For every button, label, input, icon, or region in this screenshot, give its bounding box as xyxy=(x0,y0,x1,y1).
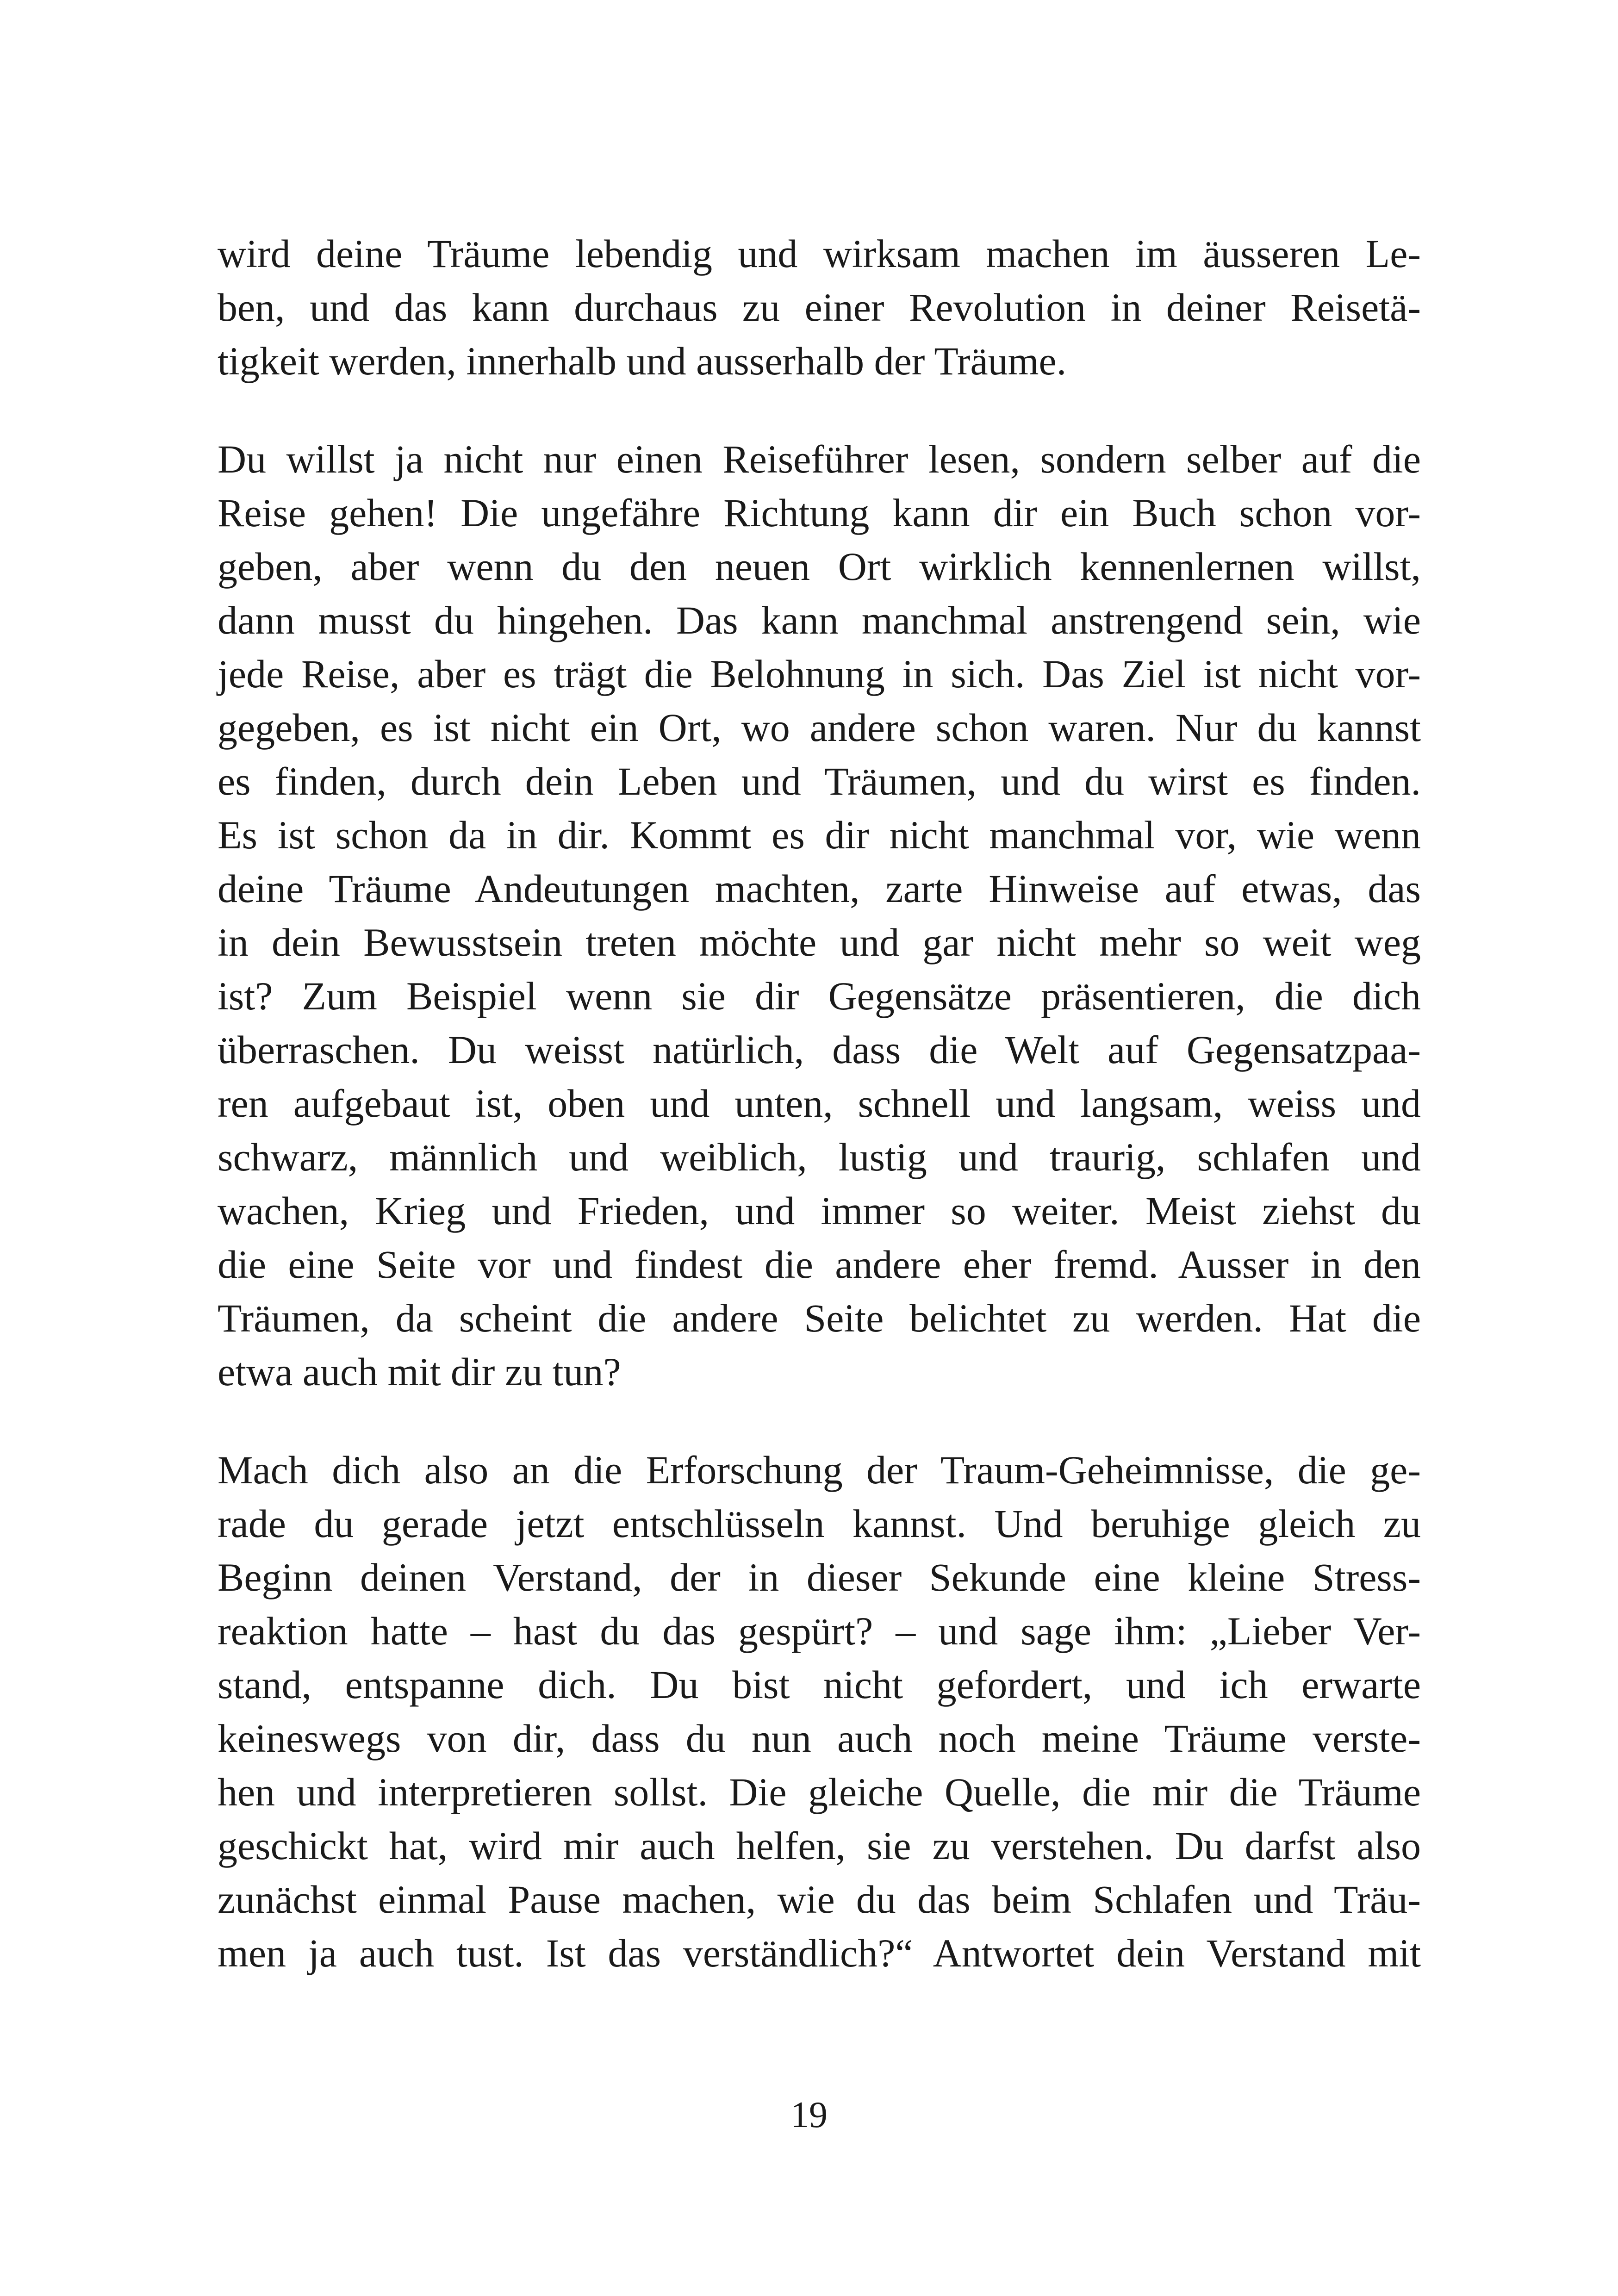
text-line: geschickt hat, wird mir auch helfen, sie zu verstehen. Du darfst also xyxy=(218,1823,1421,1868)
text-line: dann musst du hingehen. Das kann manchmal anstrengend sein, wie xyxy=(218,598,1421,642)
text-line: ist? Zum Beispiel wenn sie dir Gegensätze präsentieren, die dich xyxy=(218,974,1421,1018)
text-line: überraschen. Du weisst natürlich, dass die Welt auf Gegensatzpaa- xyxy=(218,1027,1421,1072)
text-line: die eine Seite vor und findest die andere eher fremd. Ausser in den xyxy=(218,1242,1421,1287)
text-line: wird deine Träume lebendig und wirksam machen im äusseren Le- xyxy=(218,231,1421,276)
text-line: schwarz, männlich und weiblich, lustig und traurig, schlafen und xyxy=(218,1135,1421,1179)
text-line: men ja auch tust. Ist das verständlich?“ Antwortet dein Verstand mit xyxy=(218,1931,1421,1975)
text-line: geben, aber wenn du den neuen Ort wirklich kennenlernen willst, xyxy=(218,544,1421,589)
text-line: in dein Bewusstsein treten möchte und gar nicht mehr so weit weg xyxy=(218,920,1421,964)
text-line: zunächst einmal Pause machen, wie du das beim Schlafen und Träu- xyxy=(218,1877,1421,1922)
text-line: Reise gehen! Die ungefähre Richtung kann dir ein Buch schon vor- xyxy=(218,491,1421,535)
text-line: keineswegs von dir, dass du nun auch noch meine Träume verste- xyxy=(218,1716,1421,1761)
text-line: reaktion hatte – hast du das gespürt? – und sage ihm: „Lieber Ver- xyxy=(218,1609,1421,1653)
text-line: ren aufgebaut ist, oben und unten, schnell und langsam, weiss und xyxy=(218,1081,1421,1126)
text-line: es finden, durch dein Leben und Träumen, und du wirst es finden. xyxy=(218,759,1421,803)
text-line: jede Reise, aber es trägt die Belohnung in sich. Das Ziel ist nicht vor- xyxy=(218,652,1421,696)
text-line: stand, entspanne dich. Du bist nicht gefordert, und ich erwarte xyxy=(218,1662,1421,1707)
text-line: Beginn deinen Verstand, der in dieser Sekunde eine kleine Stress- xyxy=(218,1555,1421,1599)
text-line: rade du gerade jetzt entschlüsseln kannst. Und beruhige gleich zu xyxy=(218,1501,1421,1546)
text-line: wachen, Krieg und Frieden, und immer so weiter. Meist ziehst du xyxy=(218,1188,1421,1233)
paragraph-2 xyxy=(218,432,1421,1399)
text-line: Es ist schon da in dir. Kommt es dir nicht manchmal vor, wie wenn xyxy=(218,813,1421,857)
text-line: hen und interpretieren sollst. Die gleiche Quelle, die mir die Träume xyxy=(218,1770,1421,1814)
paragraph-3 xyxy=(218,1443,1421,1980)
page-number: 19 xyxy=(790,2095,828,2135)
text-line: etwa auch mit dir zu tun? xyxy=(218,1350,621,1394)
paragraph-1 xyxy=(218,227,1421,388)
page-body xyxy=(218,227,1421,1980)
text-line: Träumen, da scheint die andere Seite belichtet zu werden. Hat die xyxy=(218,1296,1421,1340)
text-line: tigkeit werden, innerhalb und ausserhalb der Träume. xyxy=(218,339,1067,383)
text-line: gegeben, es ist nicht ein Ort, wo andere schon waren. Nur du kannst xyxy=(218,705,1421,750)
text-line: deine Träume Andeutungen machten, zarte Hinweise auf etwas, das xyxy=(218,866,1421,911)
text-line: Mach dich also an die Erforschung der Traum-Geheimnisse, die ge- xyxy=(218,1448,1421,1492)
text-line: Du willst ja nicht nur einen Reiseführer lesen, sondern selber auf die xyxy=(218,437,1421,481)
text-line: ben, und das kann durchaus zu einer Revolution in deiner Reisetä- xyxy=(218,285,1421,330)
